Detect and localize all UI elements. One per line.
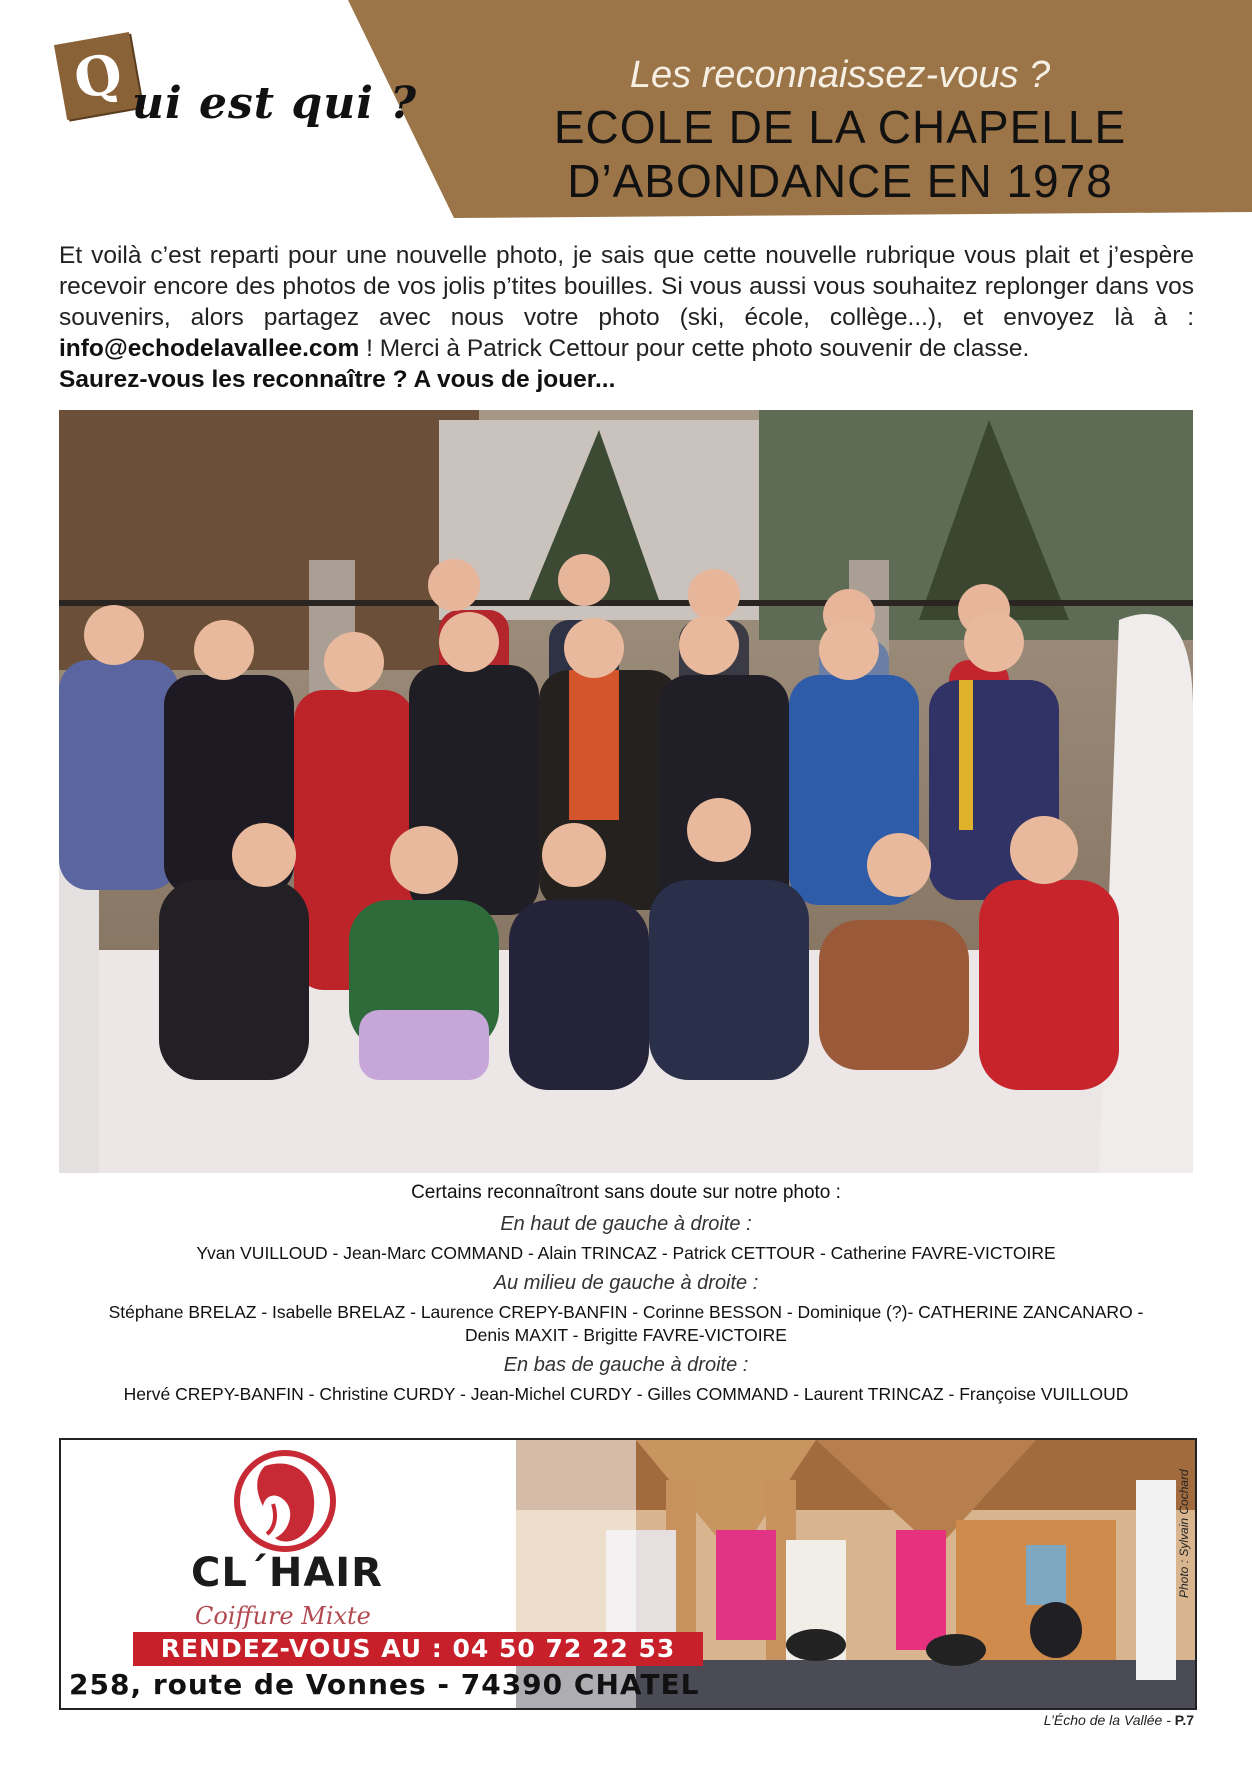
- intro-thanks: ! Merci à Patrick Cettour pour cette photo souvenir de classe.: [359, 335, 1030, 362]
- q-logo-icon: Q: [54, 32, 142, 120]
- top-row-names: Yvan VUILLOUD - Jean-Marc COMMAND - Alain TRINCAZ - Patrick CETTOUR - Catherine FAVRE-VICTOIRE: [196, 1243, 1056, 1263]
- bottom-row-names: Hervé CREPY-BANFIN - Christine CURDY - Jean-Michel CURDY - Gilles COMMAND - Laurent TRINCAZ - Françoise VUILLOUD: [123, 1384, 1129, 1404]
- names-caption: [40, 1180, 1212, 1406]
- salon-phone-banner: RENDEZ-VOUS AU : 04 50 72 22 53: [133, 1632, 703, 1666]
- photo-credit: Photo : Sylvain Cochard: [1177, 1469, 1191, 1598]
- salon-address: 258, route de Vonnes - 74390 CHATEL: [69, 1668, 700, 1701]
- header: [0, 0, 1252, 218]
- page-subtitle: Les reconnaissez-vous ?: [629, 54, 1051, 96]
- section-name: ui est qui ?: [132, 78, 418, 129]
- names-lead: Certains reconnaîtront sans doute sur notre photo :: [411, 1182, 841, 1203]
- top-row-label: En haut de gauche à droite :: [500, 1213, 752, 1235]
- advertisement: [59, 1438, 1197, 1710]
- page-footer: [1044, 1712, 1194, 1728]
- salon-brand: CL´HAIR: [191, 1550, 383, 1596]
- salon-tagline: Coiffure Mixte: [195, 1602, 371, 1630]
- intro-cta: Saurez-vous les reconnaître ? A vous de jouer...: [59, 366, 616, 393]
- email-link[interactable]: info@echodelavallee.com: [59, 335, 360, 362]
- middle-row-names-1: Stéphane BRELAZ - Isabelle BRELAZ - Laurence CREPY-BANFIN - Corinne BESSON - Dominique (?)- CATHERINE ZANCANARO -: [108, 1302, 1144, 1322]
- middle-row-label: Au milieu de gauche à droite :: [493, 1272, 759, 1294]
- page-title-line1: ECOLE DE LA CHAPELLE: [553, 101, 1127, 153]
- page-title: [460, 100, 1220, 208]
- intro-text: Et voilà c’est reparti pour une nouvelle photo, je sais que cette nouvelle rubrique vous plait et j’espère recevoir encore des photos de vos jolis p’tites bouilles. Si vous aussi vous souhaitez replonger dans vos souvenirs, alors partagez avec nous votre photo (ski, école, collège...), et envoyez là à :: [59, 242, 1194, 331]
- bottom-row-label: En bas de gauche à droite :: [503, 1354, 749, 1376]
- class-photo-image: [59, 410, 1193, 1173]
- salon-logo-icon: [225, 1446, 345, 1556]
- middle-row-names-2: Denis MAXIT - Brigitte FAVRE-VICTOIRE: [465, 1325, 787, 1345]
- intro-paragraph: [59, 240, 1194, 395]
- class-photo: [59, 410, 1193, 1173]
- page-title-line2: D’ABONDANCE EN 1978: [567, 155, 1113, 207]
- page-number: P.7: [1174, 1712, 1194, 1728]
- magazine-name: L’Écho de la Vallée -: [1043, 1712, 1175, 1728]
